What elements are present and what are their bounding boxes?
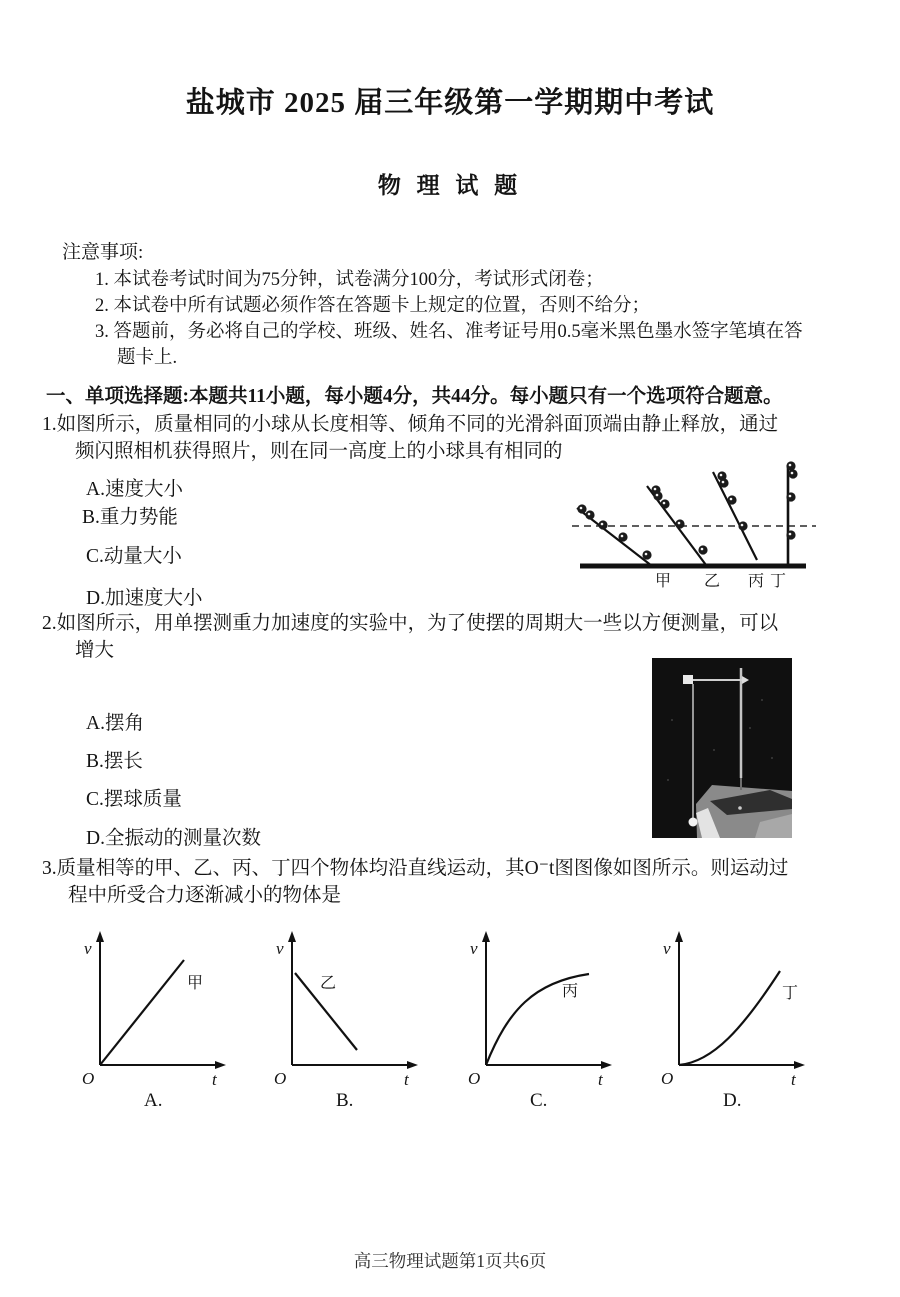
clamp-block — [683, 675, 693, 684]
notice-item-2: 2. 本试卷中所有试题必须作答在答题卡上规定的位置，否则不给分； — [95, 296, 651, 316]
q3-graph-c — [456, 926, 636, 1116]
q3-graph-d — [649, 926, 829, 1116]
v-axis-label: v — [84, 939, 92, 958]
origin-label: O — [468, 1069, 481, 1088]
origin-label: O — [274, 1069, 287, 1088]
q2-pendulum-photo — [652, 658, 792, 838]
curve-label-bing: 丙 — [562, 983, 579, 1000]
section-1-heading: 一、单项选择题:本题共11小题，每小题4分，共44分。每小题只有一个选项符合题意。 — [46, 386, 783, 407]
origin-label: O — [82, 1069, 95, 1088]
q1-stem-line-1: 1.如图所示，质量相同的小球从长度相等、倾角不同的光滑斜面顶端由静止释放，通过 — [42, 414, 779, 435]
incline-label-ding: 丁 — [770, 573, 787, 590]
t-axis-arrow — [407, 1061, 418, 1069]
q1-option-c: C.动量大小 — [86, 546, 182, 567]
v-axis-arrow — [288, 931, 296, 942]
q3-graph-a — [70, 926, 250, 1116]
graph-d-caption: D. — [723, 1090, 742, 1111]
origin-label: O — [661, 1069, 674, 1088]
q2-stem-line-1: 2.如图所示，用单摆测重力加速度的实验中，为了使摆的周期大一些以方便测量，可以 — [42, 613, 779, 634]
notice-item-3: 3. 答题前，务必将自己的学校、班级、姓名、准考证号用0.5毫米黑色墨水签字笔填在答 — [95, 322, 803, 342]
incline-label-bing: 丙 — [748, 573, 765, 590]
q1-option-d: D.加速度大小 — [86, 588, 203, 609]
q1-incline-figure — [558, 438, 860, 593]
v-axis-arrow — [675, 931, 683, 942]
incline-label-jia: 甲 — [655, 573, 672, 590]
t-axis-label: t — [212, 1070, 217, 1089]
page-footer: 高三物理试题第1页共6页 — [353, 1251, 547, 1271]
v-axis-label: v — [276, 939, 284, 958]
graph-c-caption: C. — [530, 1090, 548, 1111]
q2-option-c: C.摆球质量 — [86, 789, 182, 810]
notice-item-3-wrap: 题卡上. — [117, 348, 178, 368]
q3-stem-line-1: 3.质量相等的甲、乙、丙、丁四个物体均沿直线运动，其O⁻t图图像如图所示。则运动过 — [42, 858, 789, 879]
curve-ding — [679, 971, 780, 1065]
t-axis-label: t — [404, 1070, 409, 1089]
q2-option-b: B.摆长 — [86, 751, 143, 772]
photo-bright-dot — [738, 806, 742, 810]
q2-option-d: D.全振动的测量次数 — [86, 828, 261, 849]
t-axis-arrow — [601, 1061, 612, 1069]
v-axis-label: v — [470, 939, 478, 958]
curve-label-yi: 乙 — [320, 975, 337, 992]
curve-label-ding: 丁 — [782, 985, 799, 1002]
curve-jia — [100, 960, 184, 1065]
q3-graph-b — [262, 926, 442, 1116]
page-subtitle: 物 理 试 题 — [377, 173, 523, 198]
t-axis-label: t — [598, 1070, 603, 1089]
incline-lines — [577, 465, 788, 566]
t-axis-arrow — [215, 1061, 226, 1069]
q1-option-a: A.速度大小 — [86, 479, 183, 500]
graph-b-caption: B. — [336, 1090, 354, 1111]
v-axis-label: v — [663, 939, 671, 958]
q1-option-b: B.重力势能 — [82, 507, 178, 528]
t-axis-label: t — [791, 1070, 796, 1089]
graph-a-caption: A. — [144, 1090, 163, 1111]
notice-heading: 注意事项: — [62, 242, 144, 263]
strobe-balls — [577, 461, 797, 559]
q3-stem-line-2: 程中所受合力逐渐减小的物体是 — [68, 885, 342, 906]
v-axis-arrow — [482, 931, 490, 942]
t-axis-arrow — [794, 1061, 805, 1069]
incline-label-yi: 乙 — [704, 573, 721, 590]
pendulum-bob — [689, 818, 698, 827]
q2-stem-line-2: 增大 — [75, 640, 115, 661]
q1-stem-line-2: 频闪照相机获得照片，则在同一高度上的小球具有相同的 — [75, 441, 563, 462]
q2-option-a: A.摆角 — [86, 713, 144, 734]
curve-label-jia: 甲 — [187, 975, 204, 992]
notice-item-1: 1. 本试卷考试时间为75分钟，试卷满分100分，考试形式闭卷； — [95, 270, 604, 290]
page-title: 盐城市 2025 届三年级第一学期期中考试 — [185, 87, 715, 119]
v-axis-arrow — [96, 931, 104, 942]
ball-highlights — [580, 464, 794, 556]
